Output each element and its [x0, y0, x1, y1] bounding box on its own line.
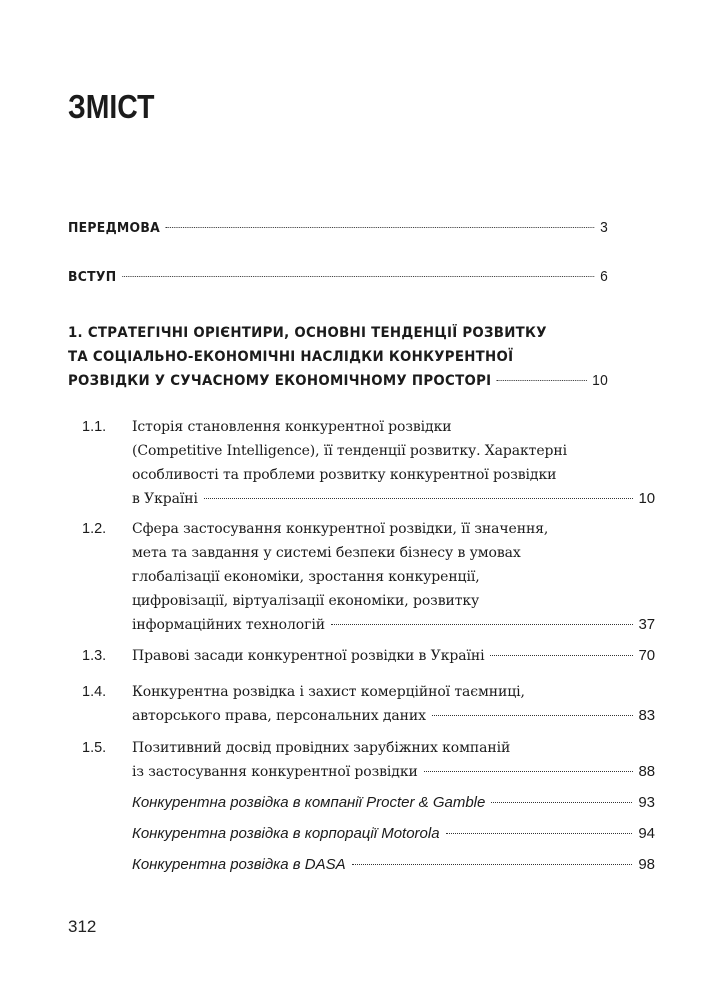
toc-entry-line: Історія становлення конкурентної розвідки	[132, 419, 452, 435]
toc-entry-subsection-procter-gamble[interactable]	[132, 791, 655, 815]
toc-entry-section-1-3[interactable]	[68, 644, 655, 668]
dot-leader	[424, 771, 633, 772]
toc-entry-line: із застосування конкурентної розвідки	[132, 764, 418, 780]
toc-entry-subsection-dasa[interactable]	[132, 853, 655, 877]
toc-page-number: 37	[638, 616, 655, 633]
page-number: 312	[68, 917, 97, 936]
toc-page-number: 94	[638, 825, 655, 842]
dot-leader	[352, 864, 633, 865]
toc-entry-section-1-5[interactable]	[68, 736, 655, 784]
toc-entry-line: інформаційних технологій	[132, 617, 325, 633]
toc-entry-chapter-1[interactable]	[68, 321, 608, 393]
toc-page-number: 88	[638, 763, 655, 780]
toc-entry-line: глобалізації економіки, зростання конкуренції,	[132, 569, 480, 585]
toc-entry-line: ТА СОЦІАЛЬНО-ЕКОНОМІЧНІ НАСЛІДКИ КОНКУРЕНТНОЇ	[68, 349, 514, 365]
toc-entry-title: Конкурентна розвідка в DASA	[132, 856, 346, 873]
toc-page-number: 93	[638, 794, 655, 811]
toc-entry-line: авторського права, персональних даних	[132, 708, 426, 724]
toc-entry-intro[interactable]	[68, 265, 608, 289]
toc-page-number: 83	[638, 707, 655, 724]
toc-entry-line: (Competitive Intelligence), її тенденції розвитку. Характерні	[132, 443, 567, 459]
section-number: 1.4.	[82, 684, 107, 700]
dot-leader	[446, 833, 633, 834]
toc-entry-section-1-2[interactable]	[68, 517, 655, 637]
dot-leader	[490, 655, 632, 656]
section-number: 1.3.	[82, 648, 107, 664]
dot-leader	[122, 276, 595, 277]
toc-entry-section-1-1[interactable]	[68, 415, 655, 511]
section-number: 1.5.	[82, 740, 107, 756]
toc-page-number: 70	[638, 647, 655, 664]
toc-page-number: 98	[638, 856, 655, 873]
section-number: 1.1.	[82, 419, 107, 435]
dot-leader	[166, 227, 595, 228]
toc-entry-title: Конкурентна розвідка в корпорації Motorola	[132, 825, 440, 842]
toc-entry-section-1-4[interactable]	[68, 680, 655, 728]
toc-entry-line: мета та завдання у системі безпеки бізнесу в умовах	[132, 545, 521, 561]
toc-entry-line: Сфера застосування конкурентної розвідки, її значення,	[132, 521, 549, 537]
dot-leader	[497, 380, 587, 381]
toc-entry-line: цифровізації, віртуалізації економіки, розвитку	[132, 593, 480, 609]
toc-entry-line: Конкурентна розвідка і захист комерційної таємниці,	[132, 684, 525, 700]
toc-entry-subsection-motorola[interactable]	[132, 822, 655, 846]
toc-page-number: 10	[638, 490, 655, 507]
dot-leader	[204, 498, 633, 499]
toc-entry-title: ПЕРЕДМОВА	[68, 220, 161, 236]
section-number: 1.2.	[82, 521, 107, 537]
toc-entry-line: Правові засади конкурентної розвідки в Україні	[132, 648, 485, 664]
dot-leader	[331, 624, 633, 625]
toc-entry-line: Позитивний досвід провідних зарубіжних компаній	[132, 740, 511, 756]
toc-page-number: 6	[600, 268, 609, 285]
toc-entry-title: Конкурентна розвідка в компанії Procter & Gamble	[132, 794, 486, 811]
page-title: ЗМІСТ	[68, 88, 155, 125]
dot-leader	[432, 715, 633, 716]
toc-entry-line: 1. СТРАТЕГІЧНІ ОРІЄНТИРИ, ОСНОВНІ ТЕНДЕНЦІЇ РОЗВИТКУ	[68, 325, 547, 341]
toc-page-number: 3	[600, 219, 609, 236]
toc-page-number: 10	[592, 372, 609, 389]
toc-entry-line: особливості та проблеми розвитку конкурентної розвідки	[132, 467, 557, 483]
toc-entry-title: ВСТУП	[68, 269, 117, 285]
toc-entry-preface[interactable]	[68, 216, 608, 240]
toc-entry-line: в Україні	[132, 491, 198, 507]
toc-entry-line: РОЗВІДКИ У СУЧАСНОМУ ЕКОНОМІЧНОМУ ПРОСТОРІ	[68, 373, 492, 389]
dot-leader	[491, 802, 632, 803]
